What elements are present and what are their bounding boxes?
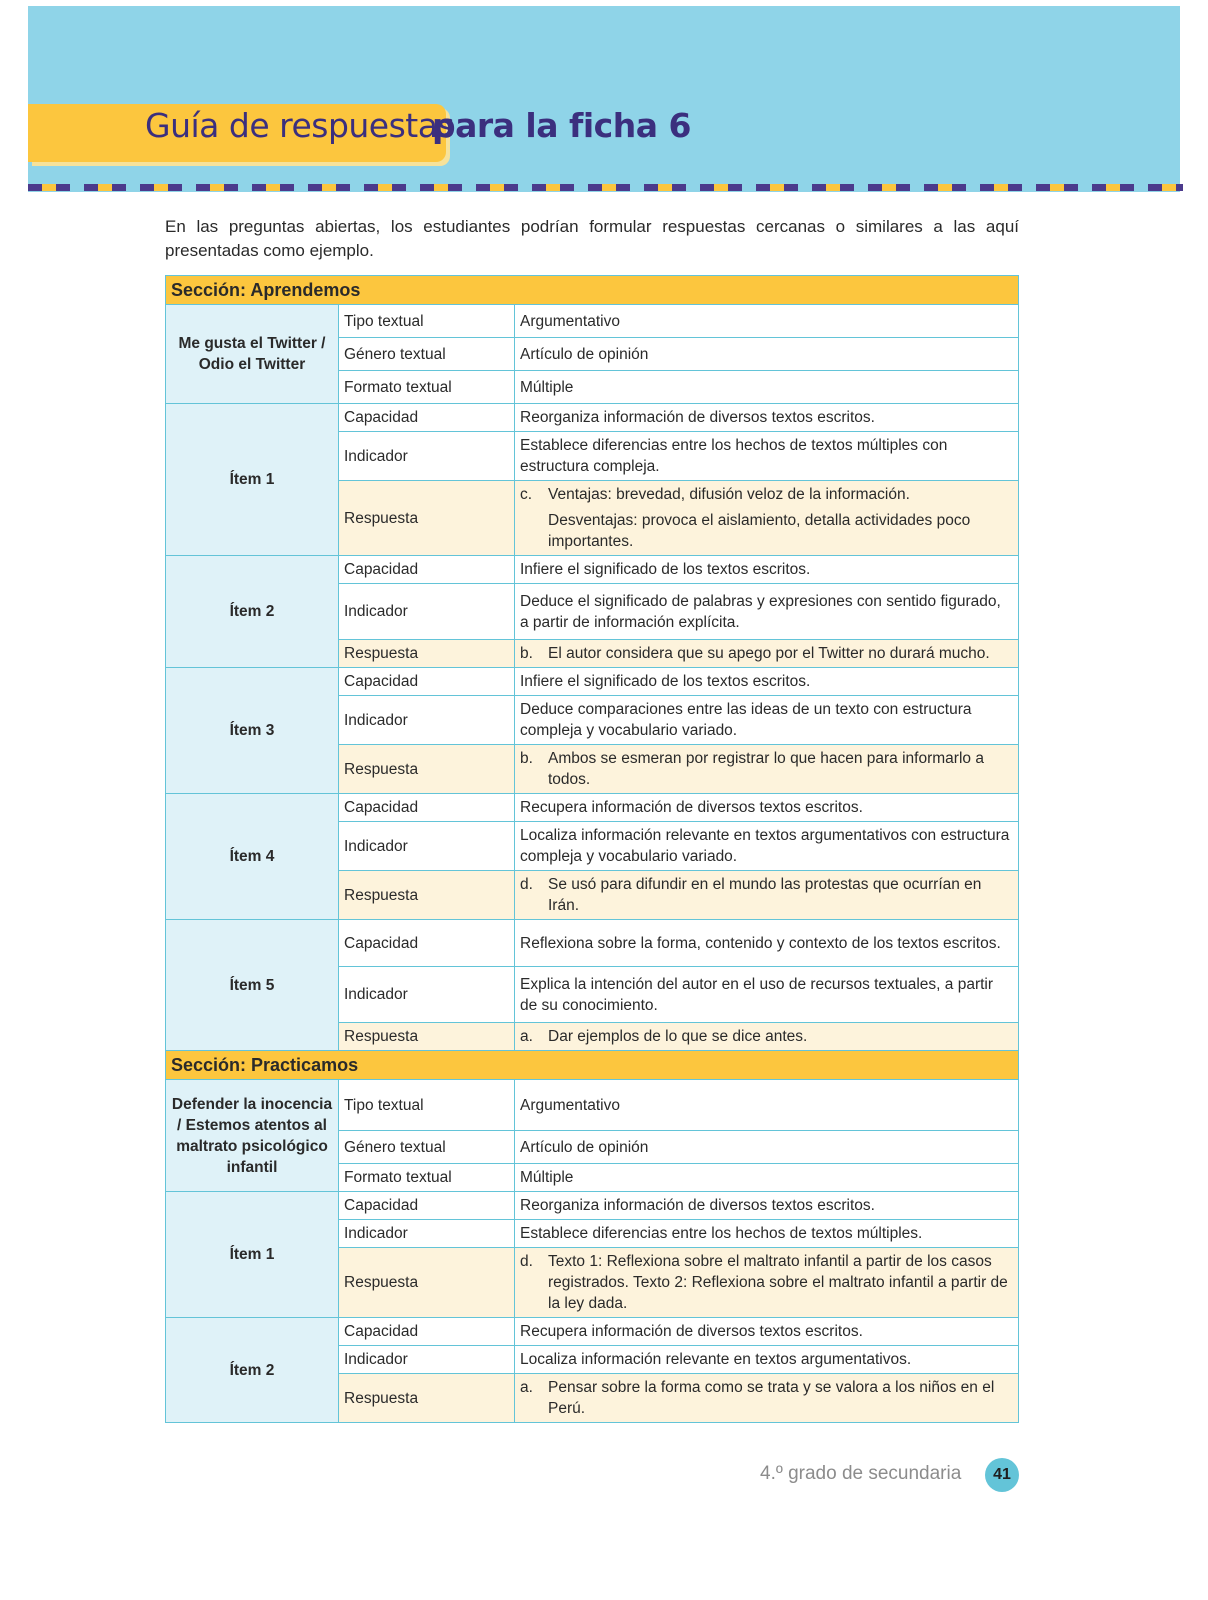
field-value: Artículo de opinión [515,1131,1019,1164]
text-title-label: Me gusta el Twitter / Odio el Twitter [166,305,339,404]
field-label: Indicador [339,584,515,640]
item-label: Ítem 2 [166,1318,339,1423]
field-label: Formato textual [339,371,515,404]
field-value: Explica la intención del autor en el uso de recursos textuales, a partir de su conocimiento. [515,967,1019,1023]
answer-cell [515,1023,1019,1051]
answer-letter: a. [520,1028,533,1045]
field-label: Respuesta [339,640,515,668]
field-value: Localiza información relevante en textos argumentativos. [515,1346,1019,1374]
answer-text: Desventajas: provoca el aislamiento, detalla actividades poco importantes. [548,512,971,550]
field-label: Respuesta [339,1374,515,1423]
field-value: Múltiple [515,371,1019,404]
field-label: Capacidad [339,668,515,696]
intro-paragraph: En las preguntas abiertas, los estudiantes podrían formular respuestas cercanas o similares a las aquí presentadas como ejemplo. [165,217,1019,260]
field-label: Género textual [339,338,515,371]
field-value: Recupera información de diversos textos escritos. [515,794,1019,822]
field-value: Deduce comparaciones entre las ideas de un texto con estructura compleja y vocabulario variado. [515,696,1019,745]
item-label: Ítem 2 [166,556,339,668]
field-value: Argumentativo [515,305,1019,338]
field-label: Indicador [339,1346,515,1374]
field-label: Género textual [339,1131,515,1164]
field-value: Argumentativo [515,1080,1019,1131]
answer-guide-table [165,275,1019,1423]
field-value: Múltiple [515,1164,1019,1192]
field-label: Indicador [339,822,515,871]
answer-cell [515,1248,1019,1318]
answer-letter: b. [520,750,533,767]
field-label: Indicador [339,432,515,481]
field-value: Reflexiona sobre la forma, contenido y contexto de los textos escritos. [515,920,1019,967]
answer-cell [515,1374,1019,1423]
field-label: Respuesta [339,481,515,556]
field-value: Artículo de opinión [515,338,1019,371]
field-label: Respuesta [339,745,515,794]
header-banner [28,6,1180,192]
page-number: 41 [985,1458,1019,1492]
answer-text: Texto 1: Reflexiona sobre el maltrato infantil a partir de los casos registrados. Texto 2: Reflexiona sobre el maltrato infantil a partir de la ley dada. [548,1253,1008,1312]
answer-text: Ambos se esmeran por registrar lo que hacen para informarlo a todos. [548,750,984,788]
field-label: Indicador [339,1220,515,1248]
answer-text: Dar ejemplos de lo que se dice antes. [548,1028,808,1045]
answer-cell [515,745,1019,794]
answer-text: Ventajas: brevedad, difusión veloz de la información. [548,486,910,503]
grade-label: 4.º grado de secundaria [760,1463,962,1484]
field-label: Capacidad [339,794,515,822]
field-label: Capacidad [339,920,515,967]
answer-text: Se usó para difundir en el mundo las protestas que ocurrían en Irán. [548,876,982,914]
field-label: Respuesta [339,871,515,920]
answer-letter: a. [520,1379,533,1396]
field-label: Respuesta [339,1023,515,1051]
field-value: Infiere el significado de los textos escritos. [515,556,1019,584]
field-value: Localiza información relevante en textos argumentativos con estructura compleja y vocabulario variado. [515,822,1019,871]
field-value: Deduce el significado de palabras y expresiones con sentido figurado, a partir de información explícita. [515,584,1019,640]
answer-letter: b. [520,645,533,662]
page-title: Guía de respuestas [145,106,455,145]
field-label: Capacidad [339,1318,515,1346]
field-value: Establece diferencias entre los hechos de textos múltiples. [515,1220,1019,1248]
field-label: Capacidad [339,556,515,584]
field-value: Recupera información de diversos textos escritos. [515,1318,1019,1346]
item-label: Ítem 1 [166,404,339,556]
section-header-aprendemos: Sección: Aprendemos [166,276,1019,305]
answer-text: El autor considera que su apego por el Twitter no durará mucho. [548,645,990,662]
decorative-stripe [28,184,1183,191]
field-label: Formato textual [339,1164,515,1192]
field-value: Establece diferencias entre los hechos de textos múltiples con estructura compleja. [515,432,1019,481]
answer-letter: d. [520,1253,533,1270]
item-label: Ítem 1 [166,1192,339,1318]
item-label: Ítem 3 [166,668,339,794]
answer-text: Pensar sobre la forma como se trata y se valora a los niños en el Perú. [548,1379,995,1417]
field-label: Tipo textual [339,1080,515,1131]
answer-cell [515,640,1019,668]
field-label: Tipo textual [339,305,515,338]
answer-cell [515,481,1019,556]
field-label: Capacidad [339,404,515,432]
answer-letter: c. [520,486,533,503]
text-title-label: Defender la inocencia / Estemos atentos al maltrato psicológico infantil [166,1080,339,1192]
answer-cell [515,871,1019,920]
item-label: Ítem 4 [166,794,339,920]
field-label: Indicador [339,967,515,1023]
field-value: Reorganiza información de diversos textos escritos. [515,1192,1019,1220]
field-value: Reorganiza información de diversos textos escritos. [515,404,1019,432]
section-header-practicamos: Sección: Practicamos [166,1051,1019,1080]
page-subtitle: para la ficha 6 [432,106,691,145]
answer-letter: d. [520,876,533,893]
field-value: Infiere el significado de los textos escritos. [515,668,1019,696]
item-label: Ítem 5 [166,920,339,1051]
field-label: Indicador [339,696,515,745]
field-label: Capacidad [339,1192,515,1220]
field-label: Respuesta [339,1248,515,1318]
